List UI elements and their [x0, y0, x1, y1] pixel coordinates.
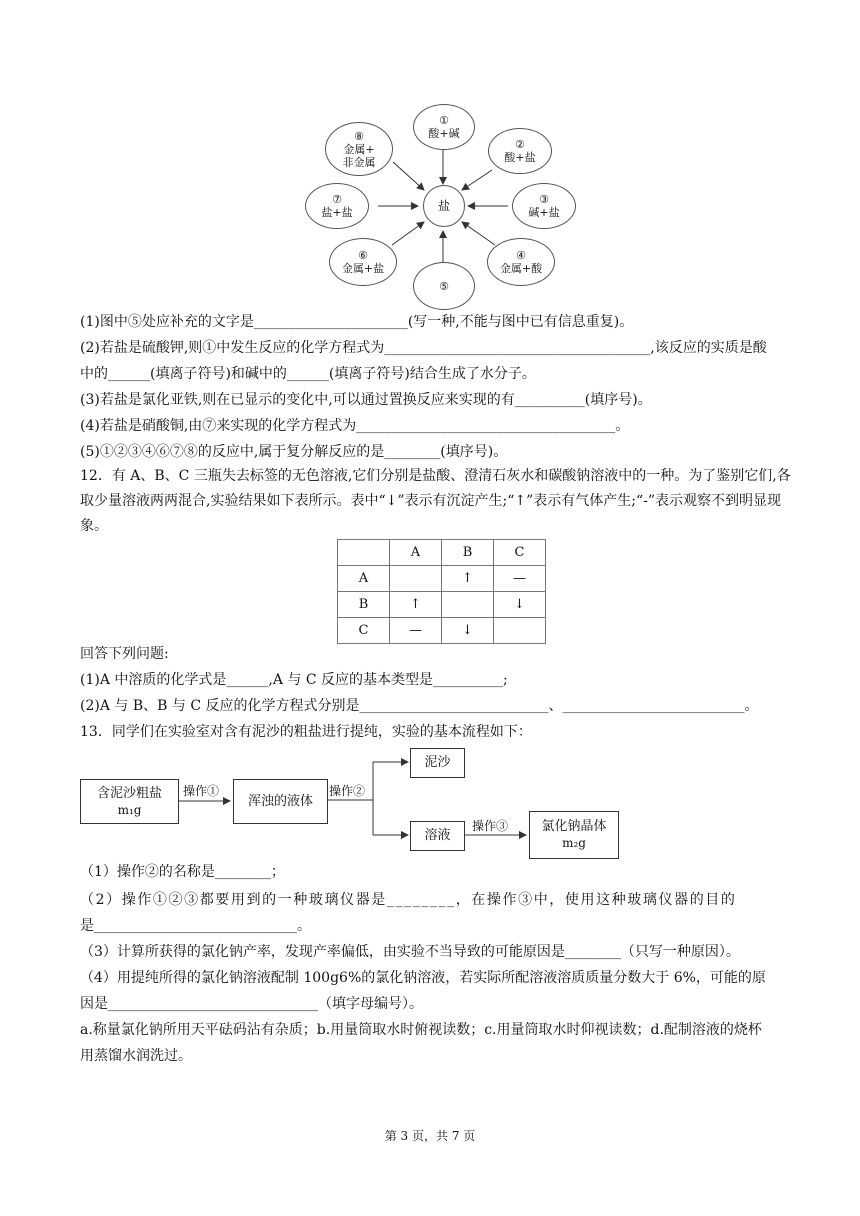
node-1-num: ① [439, 114, 449, 127]
node-3-num: ③ [539, 193, 549, 206]
q13-options: a.称量氯化钠所用天平砝码沾有杂质；b.用量筒取水时俯视读数；c.用量筒取水时仰视读数；d.配制溶液的烧杯 [80, 1022, 762, 1038]
table-header-row [338, 540, 546, 566]
q11-part-2: (2)若盐是硫酸钾,则①中发生反应的化学方程式为______________________________________,该反应的实质是酸 [80, 340, 767, 356]
table-cell: ↑ [442, 566, 494, 592]
node-3-text: 碱+盐 [528, 206, 560, 219]
q12-part-2: (2)A 与 B、B 与 C 反应的化学方程式分别是___________________________、__________________________。 [80, 698, 759, 714]
table-cell: A [338, 566, 390, 592]
table-cell: — [494, 566, 546, 592]
flow-start-box [80, 779, 179, 824]
table-row [338, 618, 546, 644]
node-2 [488, 128, 552, 174]
q13-part-4-cont: 因是______________________________（填字母编号）。 [80, 996, 423, 1012]
flow-residue-label: 泥沙 [424, 755, 451, 770]
table-cell: B [442, 540, 494, 566]
node-8 [325, 122, 393, 176]
table-row [338, 566, 546, 592]
q12-results-table [337, 539, 546, 644]
node-4-num: ④ [516, 249, 526, 262]
table-cell [390, 566, 442, 592]
q11-part-3: (3)若盐是氯化亚铁,则在已显示的变化中,可以通过置换反应来实现的有__________(填序号)。 [80, 392, 652, 408]
table-cell: ↓ [442, 618, 494, 644]
table-cell: B [338, 592, 390, 618]
flow-mid-label: 浑浊的液体 [247, 793, 313, 809]
table-cell: ↑ [390, 592, 442, 618]
node-3 [512, 183, 576, 229]
q13-intro: 13．同学们在实验室对含有泥沙的粗盐进行提纯，实验的基本流程如下： [80, 724, 532, 740]
node-4-text: 金属+酸 [499, 262, 543, 275]
flow-residue-box [410, 748, 465, 778]
q12-answer-prompt: 回答下列问题: [80, 646, 169, 662]
q12-part-1: (1)A 中溶质的化学式是______,A 与 C 反应的基本类型是__________; [80, 672, 508, 688]
node-7-num: ⑦ [332, 193, 342, 206]
q11-part-5: (5)①②③④⑥⑦⑧的反应中,属于复分解反应的是________(填序号)。 [80, 444, 508, 460]
q13-part-3: （3）计算所获得的氯化钠产率，发现产率偏低，由实验不当导致的可能原因是________（只写一种原因）。 [80, 944, 740, 960]
table-cell: A [390, 540, 442, 566]
center-label: 盐 [437, 198, 450, 213]
node-2-num: ② [515, 138, 525, 151]
node-6-num: ⑥ [358, 249, 368, 262]
table-row [338, 592, 546, 618]
table-cell: ↓ [494, 592, 546, 618]
q13-part-1: （1）操作②的名称是________； [80, 864, 285, 880]
node-1 [413, 104, 475, 150]
flow-start-label: 含泥沙粗盐 [96, 785, 162, 801]
page-footer: 第 3 页，共 7 页 [384, 1129, 476, 1143]
table-cell [442, 592, 494, 618]
q13-options-cont: 用蒸馏水润洗过。 [80, 1048, 192, 1064]
q11-part-2-cont: 中的______(填离子符号)和碱中的______(填离子符号)结合生成了水分子。 [80, 366, 536, 382]
q13-part-4: （4）用提纯所得的氯化钠溶液配制 100g6%的氯化钠溶液，若实际所配溶液溶质质量分数大于 6%，可能的原 [80, 970, 766, 986]
table-cell: C [494, 540, 546, 566]
node-2-text: 酸+盐 [504, 151, 536, 164]
table-cell: — [390, 618, 442, 644]
flow-op3-label: 操作③ [472, 819, 509, 833]
node-5-num: ⑤ [439, 279, 449, 293]
flow-filtrate-label: 溶液 [424, 828, 451, 843]
node-1-text: 酸+碱 [428, 127, 460, 140]
flow-filtrate-box [410, 821, 465, 851]
flow-op1-label: 操作① [183, 784, 220, 798]
q11-part-4: (4)若盐是硝酸铜,由⑦来实现的化学方程式为_____________________________________。 [80, 418, 630, 434]
node-7 [305, 183, 369, 229]
flow-product-label: 氯化钠晶体 [541, 819, 607, 834]
table-cell [338, 540, 390, 566]
table-cell [494, 618, 546, 644]
flow-product-box [529, 811, 619, 859]
node-4 [487, 238, 555, 286]
flow-product-mass: m₂g [562, 836, 586, 850]
node-6 [329, 238, 397, 286]
q12-intro: 12．有 A、B、C 三瓶失去标签的无色溶液,它们分别是盐酸、澄清石灰水和碳酸钠溶液中的一种。为了鉴别它们,各取少量溶液两两混合,实验结果如下表所示。表中“↓”表示有沉淀产生;“↑”表示有气体产生;“-”表示观察不到明显现象。 [80, 468, 791, 534]
node-7-text: 盐+盐 [321, 206, 353, 219]
flow-mid-box [233, 779, 328, 824]
q13-part-2-cont: 是_____________________________。 [80, 918, 311, 934]
q11-part-1: (1)图中⑤处应补充的文字是______________________(写一种,不能与图中已有信息重复)。 [80, 314, 634, 330]
node-8-text: 金属+ 非金属 [342, 142, 376, 169]
node-8-num: ⑧ [354, 129, 364, 143]
q13-part-2: （2）操作①②③都要用到的一种玻璃仪器是________，在操作③中，使用这种玻璃仪器的目的 [80, 892, 737, 908]
node-6-text: 金属+盐 [341, 262, 385, 275]
center-node [423, 185, 465, 227]
flow-start-mass: m₁g [117, 802, 142, 817]
flow-op2-label: 操作② [329, 784, 366, 798]
table-cell: C [338, 618, 390, 644]
node-5 [413, 262, 475, 310]
